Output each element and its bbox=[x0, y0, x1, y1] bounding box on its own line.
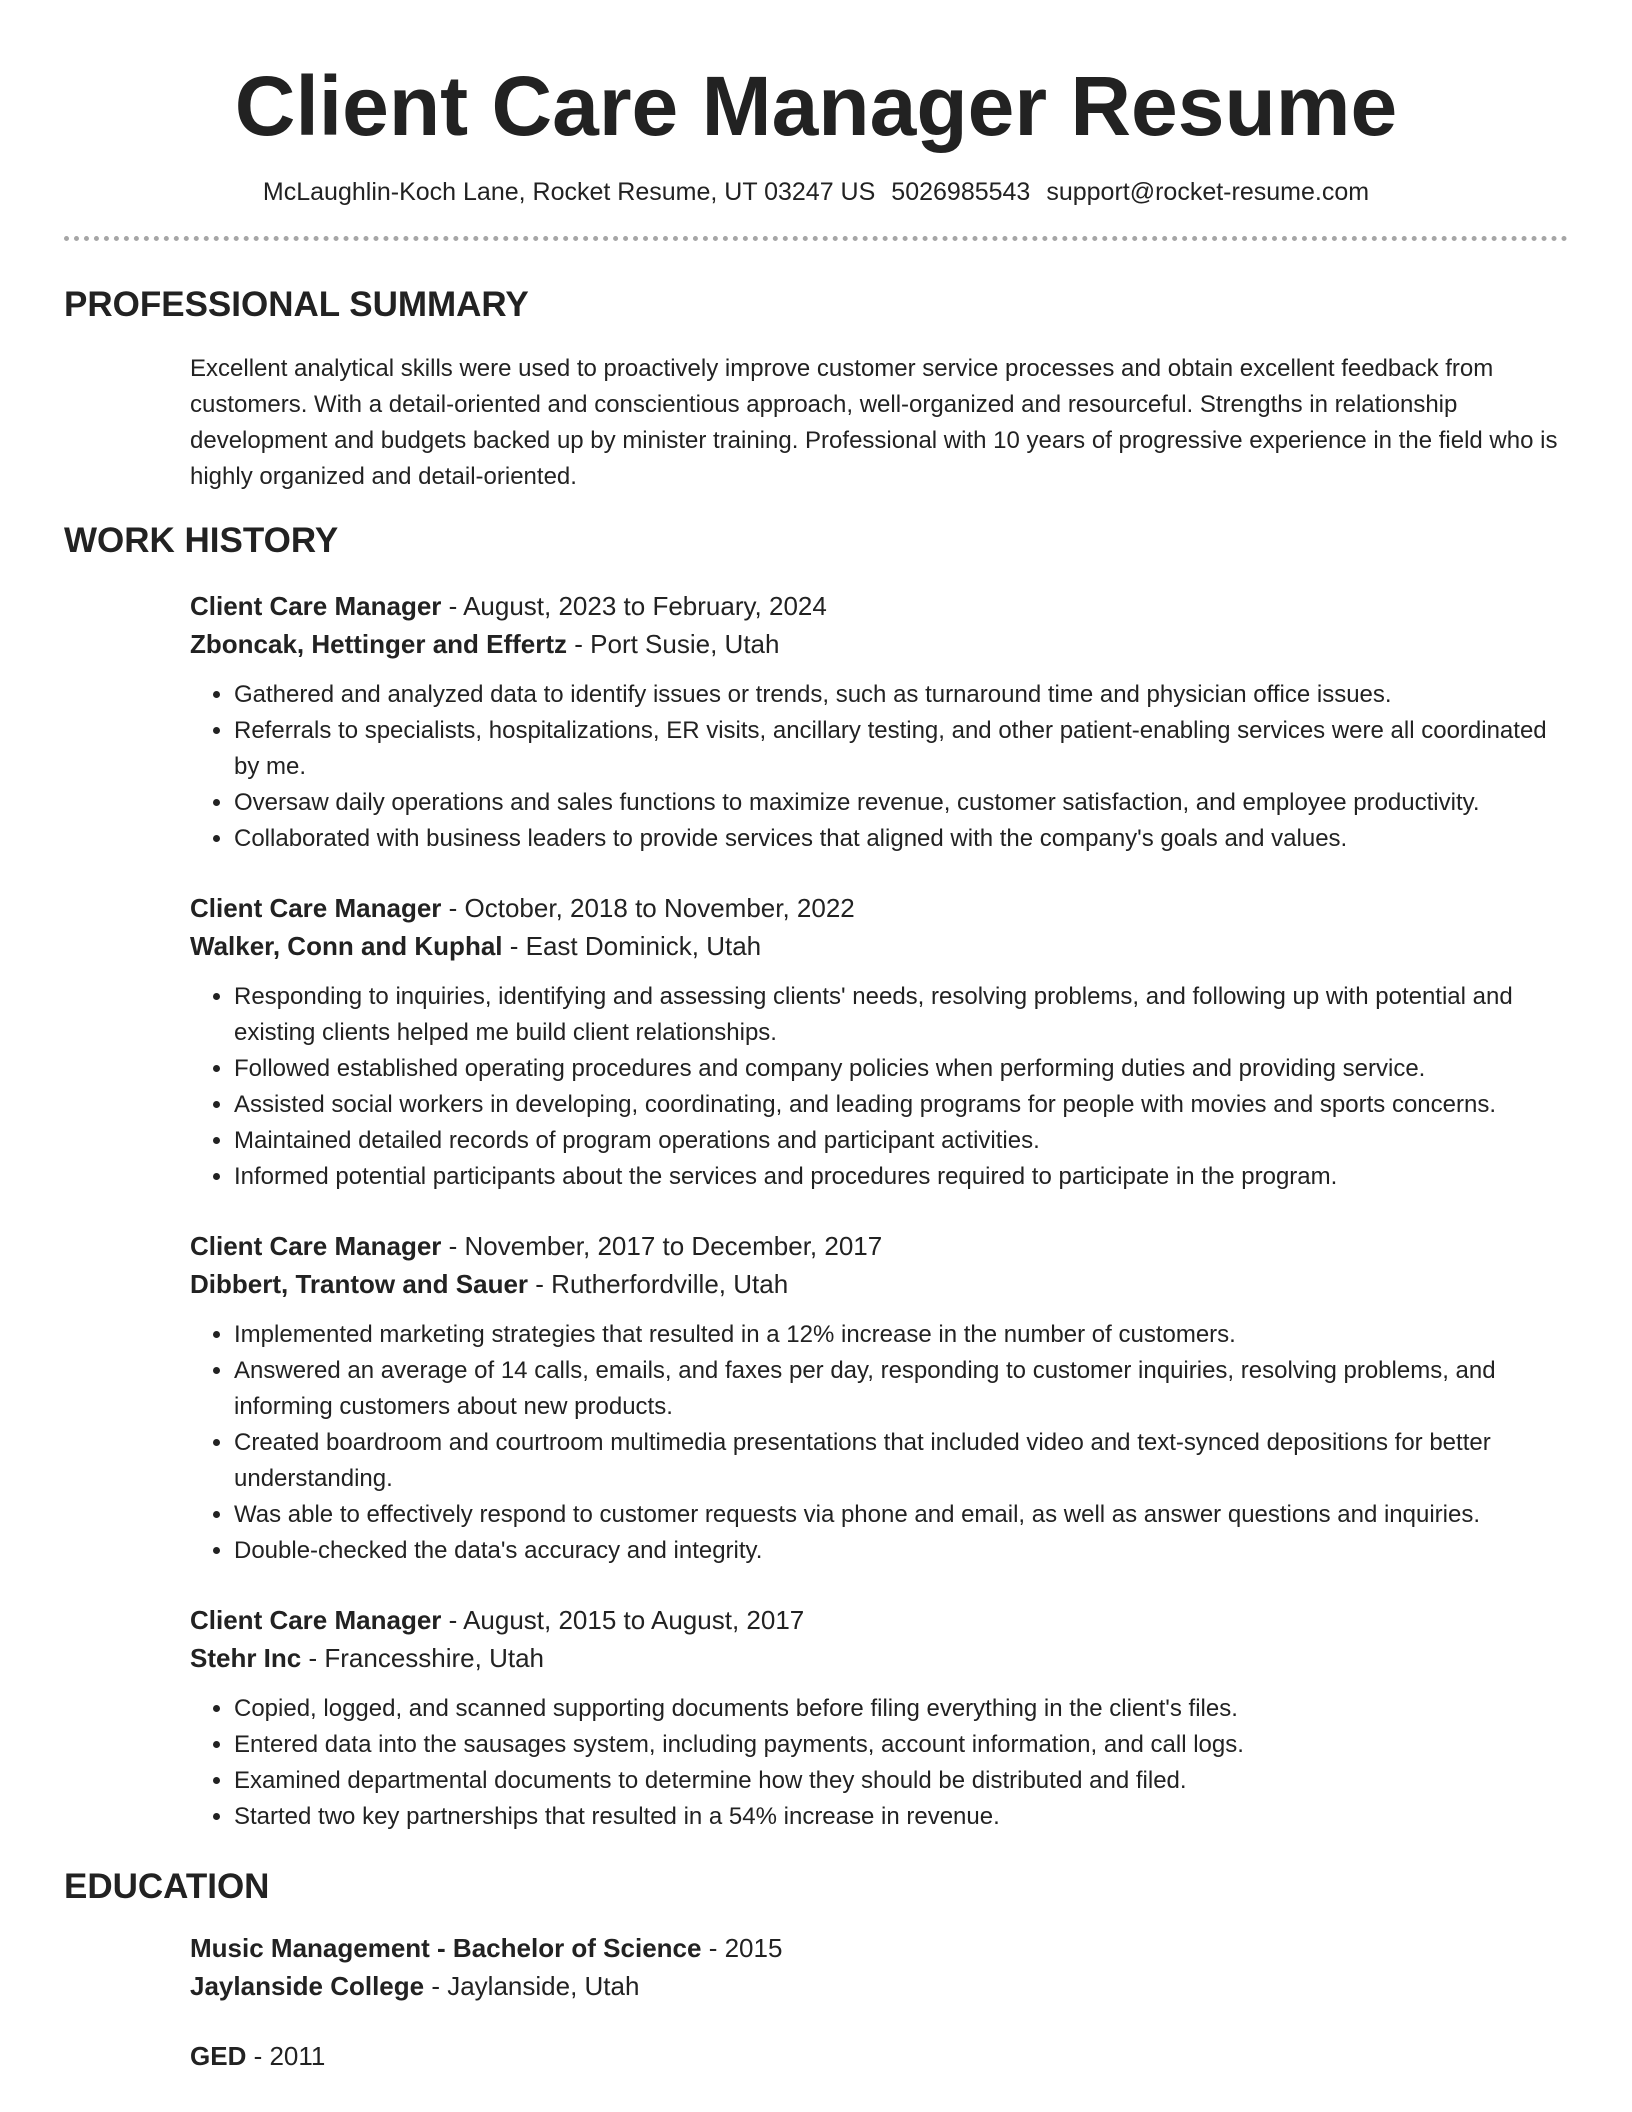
education-year: - 2015 bbox=[701, 1933, 783, 1963]
job-bullet: • Implemented marketing strategies that resulted in a 12% increase in the number of customers. bbox=[234, 1317, 1568, 1353]
job-bullets bbox=[190, 677, 1568, 857]
education-degree-line bbox=[190, 1929, 1568, 1967]
resume-title: Client Care Manager Resume bbox=[234, 59, 1398, 153]
contact-email: support@rocket-resume.com bbox=[1046, 178, 1370, 206]
job-company-line bbox=[190, 927, 1568, 965]
job-company: Dibbert, Trantow and Sauer bbox=[190, 1269, 529, 1299]
job-company: Stehr Inc bbox=[190, 1643, 302, 1673]
job-company: Zboncak, Hettinger and Effertz bbox=[190, 629, 568, 659]
job-company-line bbox=[190, 625, 1568, 663]
job-bullet: • Examined departmental documents to determine how they should be distributed and filed. bbox=[234, 1763, 1568, 1799]
job-title-line bbox=[190, 587, 1568, 625]
job-entry-1 bbox=[190, 587, 1568, 857]
job-bullet: • Created boardroom and courtroom multimedia presentations that included video and text-synced depositions for better understanding. bbox=[234, 1425, 1568, 1497]
job-bullet: • Collaborated with business leaders to provide services that aligned with the company's goals and values. bbox=[234, 821, 1568, 857]
header-divider bbox=[64, 236, 1568, 241]
job-title-line bbox=[190, 1601, 1568, 1639]
contact-line bbox=[64, 176, 1568, 208]
job-title: Client Care Manager bbox=[190, 1231, 442, 1261]
job-bullet: • Referrals to specialists, hospitalizations, ER visits, ancillary testing, and other patient-enabling services were all coordinated by me. bbox=[234, 713, 1568, 785]
education-entry-1 bbox=[190, 1929, 1568, 2005]
job-bullet: • Gathered and analyzed data to identify issues or trends, such as turnaround time and physician office issues. bbox=[234, 677, 1568, 713]
job-location: - East Dominick, Utah bbox=[502, 931, 762, 961]
job-bullet: • Started two key partnerships that resulted in a 54% increase in revenue. bbox=[234, 1799, 1568, 1835]
job-bullet: • Maintained detailed records of program operations and participant activities. bbox=[234, 1123, 1568, 1159]
job-bullets bbox=[190, 1691, 1568, 1835]
job-bullets bbox=[190, 979, 1568, 1195]
job-entry-3 bbox=[190, 1227, 1568, 1569]
education-location: - Jaylanside, Utah bbox=[424, 1971, 640, 2001]
job-dates: - August, 2023 to February, 2024 bbox=[441, 591, 827, 621]
contact-phone: 5026985543 bbox=[891, 178, 1031, 206]
job-bullets bbox=[190, 1317, 1568, 1569]
job-dates: - October, 2018 to November, 2022 bbox=[441, 893, 855, 923]
summary-heading: PROFESSIONAL SUMMARY bbox=[64, 285, 529, 324]
education-entry-2 bbox=[190, 2037, 1568, 2075]
job-bullet: • Oversaw daily operations and sales functions to maximize revenue, customer satisfaction, and employee productivity. bbox=[234, 785, 1568, 821]
education-heading: EDUCATION bbox=[64, 1867, 270, 1906]
job-title: Client Care Manager bbox=[190, 893, 442, 923]
job-title-line bbox=[190, 889, 1568, 927]
education-degree: Music Management - Bachelor of Science bbox=[190, 1933, 702, 1963]
job-title: Client Care Manager bbox=[190, 1605, 442, 1635]
education-degree: GED bbox=[190, 2041, 247, 2071]
job-location: - Port Susie, Utah bbox=[567, 629, 780, 659]
job-bullet: • Was able to effectively respond to customer requests via phone and email, as well as answer questions and inquiries. bbox=[234, 1497, 1568, 1533]
job-bullet: • Answered an average of 14 calls, emails, and faxes per day, responding to customer inquiries, resolving problems, and informing customers about new products. bbox=[234, 1353, 1568, 1425]
job-location: - Francesshire, Utah bbox=[301, 1643, 544, 1673]
education-year: - 2011 bbox=[246, 2041, 326, 2071]
job-bullet: • Followed established operating procedures and company policies when performing duties and providing service. bbox=[234, 1051, 1568, 1087]
job-bullet: • Informed potential participants about the services and procedures required to participate in the program. bbox=[234, 1159, 1568, 1195]
education-school: Jaylanside College bbox=[190, 1971, 425, 2001]
job-dates: - November, 2017 to December, 2017 bbox=[441, 1231, 883, 1261]
job-entry-4 bbox=[190, 1601, 1568, 1835]
job-bullet: • Assisted social workers in developing, coordinating, and leading programs for people with movies and sports concerns. bbox=[234, 1087, 1568, 1123]
job-location: - Rutherfordville, Utah bbox=[528, 1269, 789, 1299]
job-company-line bbox=[190, 1639, 1568, 1677]
contact-address: McLaughlin-Koch Lane, Rocket Resume, UT 03247 US bbox=[262, 178, 876, 206]
job-title: Client Care Manager bbox=[190, 591, 442, 621]
job-company: Walker, Conn and Kuphal bbox=[190, 931, 503, 961]
education-degree-line bbox=[190, 2037, 1568, 2075]
job-bullet: • Double-checked the data's accuracy and integrity. bbox=[234, 1533, 1568, 1569]
job-bullet: • Copied, logged, and scanned supporting documents before filing everything in the client's files. bbox=[234, 1691, 1568, 1727]
job-title-line bbox=[190, 1227, 1568, 1265]
education-school-line bbox=[190, 1967, 1568, 2005]
job-company-line bbox=[190, 1265, 1568, 1303]
job-dates: - August, 2015 to August, 2017 bbox=[441, 1605, 805, 1635]
job-entry-2 bbox=[190, 889, 1568, 1195]
work-history-heading: WORK HISTORY bbox=[64, 521, 339, 560]
summary-text: Excellent analytical skills were used to proactively improve customer service processes and obtain excellent feedback from customers. With a detail-oriented and conscientious approach, well-organized and resourceful. Strengths in relationship development and budgets backed up by minister training. Professional with 10 years of progressive experience in the field who is highly organized and detail-oriented. bbox=[190, 355, 1558, 490]
job-bullet: • Responding to inquiries, identifying and assessing clients' needs, resolving problems, and following up with potential and existing clients helped me build client relationships. bbox=[234, 979, 1568, 1051]
job-bullet: • Entered data into the sausages system, including payments, account information, and call logs. bbox=[234, 1727, 1568, 1763]
